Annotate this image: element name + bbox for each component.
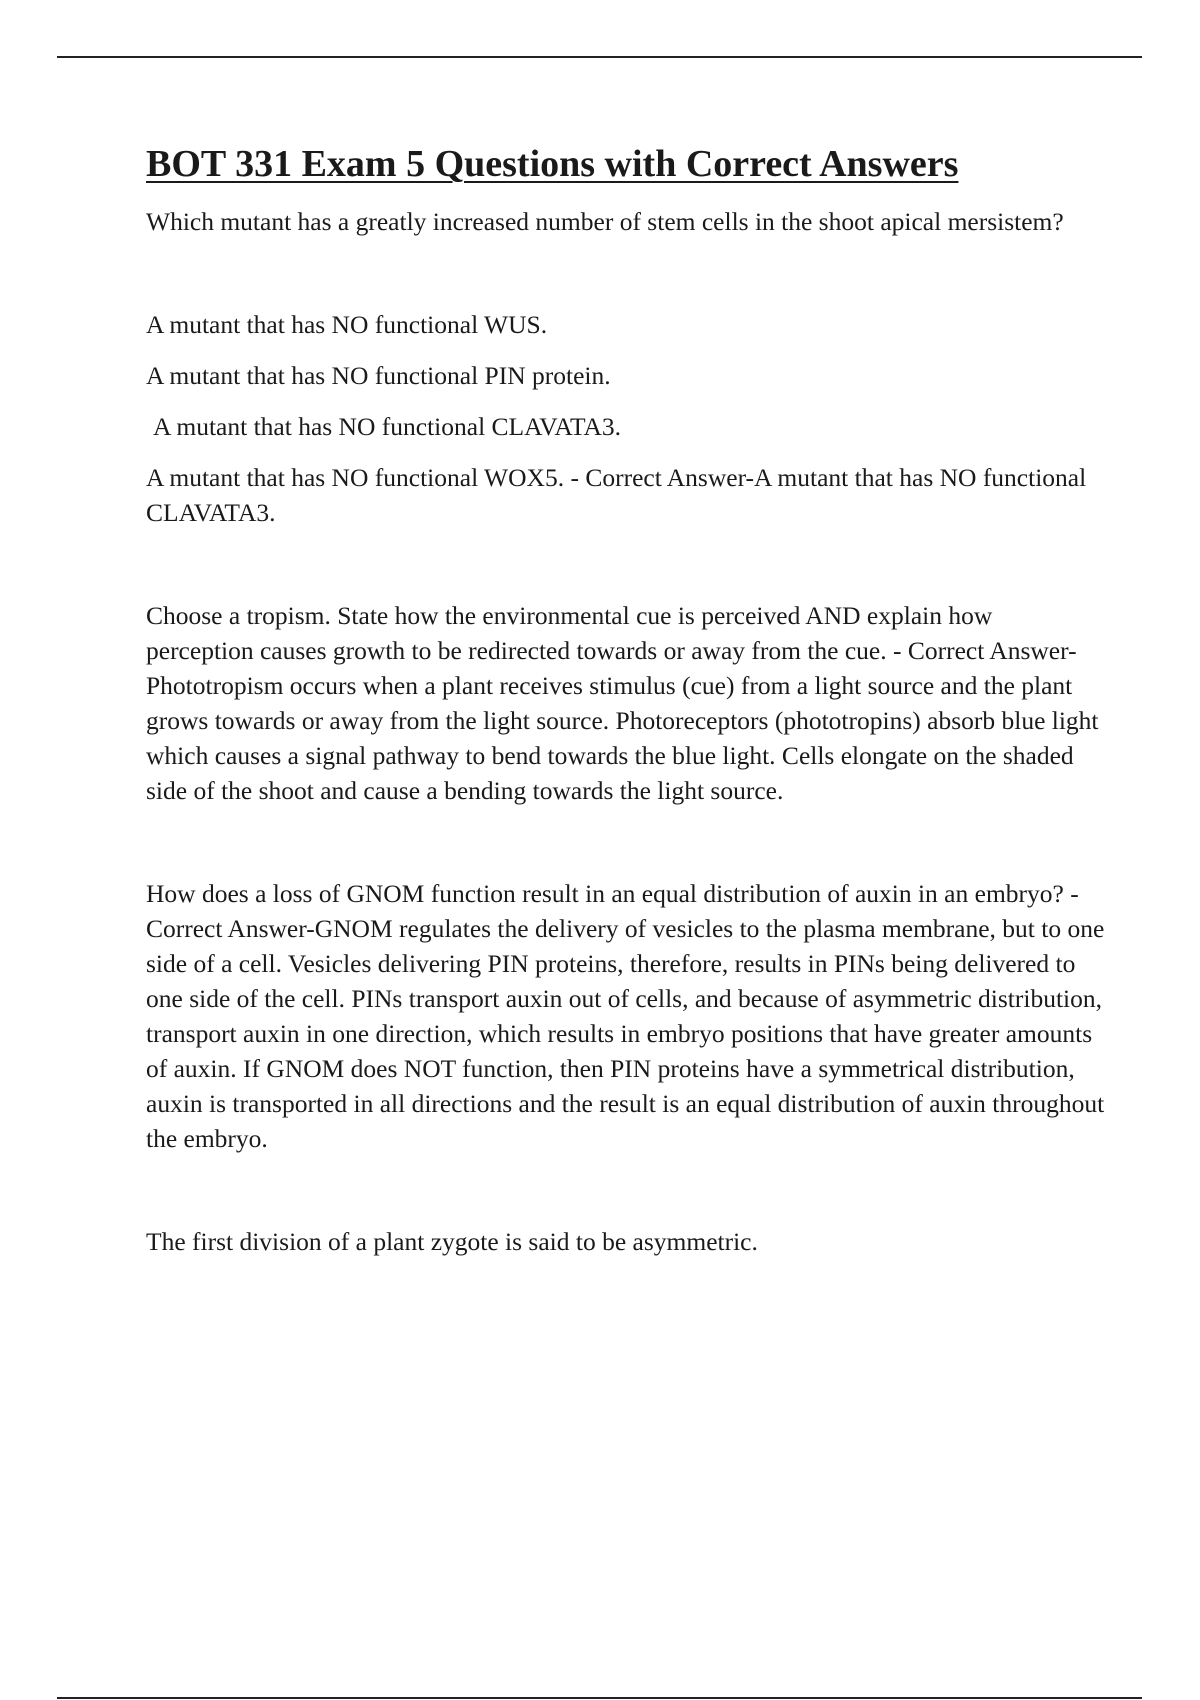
question-1-option-1: A mutant that has NO functional WUS. [146,309,548,339]
question-1-option-3: A mutant that has NO functional CLAVATA3. [153,411,622,441]
question-3: How does a loss of GNOM function result in an equal distribution of auxin in an embryo? - Correct Answer-GNOM regulates the delivery of vesicles to the plasma membrane, but to one side of a cell. Vesicles delivering PIN proteins, therefore, results in PINs being delivered to one side of the cell. PINs transport auxin out of cells, and because of asymmetric distribution, transport auxin in one direction, which results in embryo positions that have greater amounts of auxin. If GNOM does NOT function, then PIN proteins have a symmetrical distribution, auxin is transported in all directions and the result is an equal distribution of auxin throughout the embryo. [146,878,1105,1153]
question-1-prompt: Which mutant has a greatly increased number of stem cells in the shoot apical mersistem? [146,206,1064,236]
question-1-option-2: A mutant that has NO functional PIN protein. [146,360,611,390]
footer-rule [57,1697,1142,1699]
question-4: The first division of a plant zygote is said to be asymmetric. [146,1226,758,1256]
document-body [146,142,1106,1259]
header-rule [57,56,1142,58]
question-1-option-4-with-answer: A mutant that has NO functional WOX5. - Correct Answer-A mutant that has NO functional CLAVATA3. [146,462,1087,527]
question-2: Choose a tropism. State how the environmental cue is perceived AND explain how perception causes growth to be redirected towards or away from the cue. - Correct Answer-Phototropism occurs when a plant receives stimulus (cue) from a light source and the plant grows towards or away from the light source. Photoreceptors (phototropins) absorb blue light which causes a signal pathway to bend towards the blue light. Cells elongate on the shaded side of the shoot and cause a bending towards the light source. [146,600,1099,805]
document-title: BOT 331 Exam 5 Questions with Correct Answers [146,143,959,185]
